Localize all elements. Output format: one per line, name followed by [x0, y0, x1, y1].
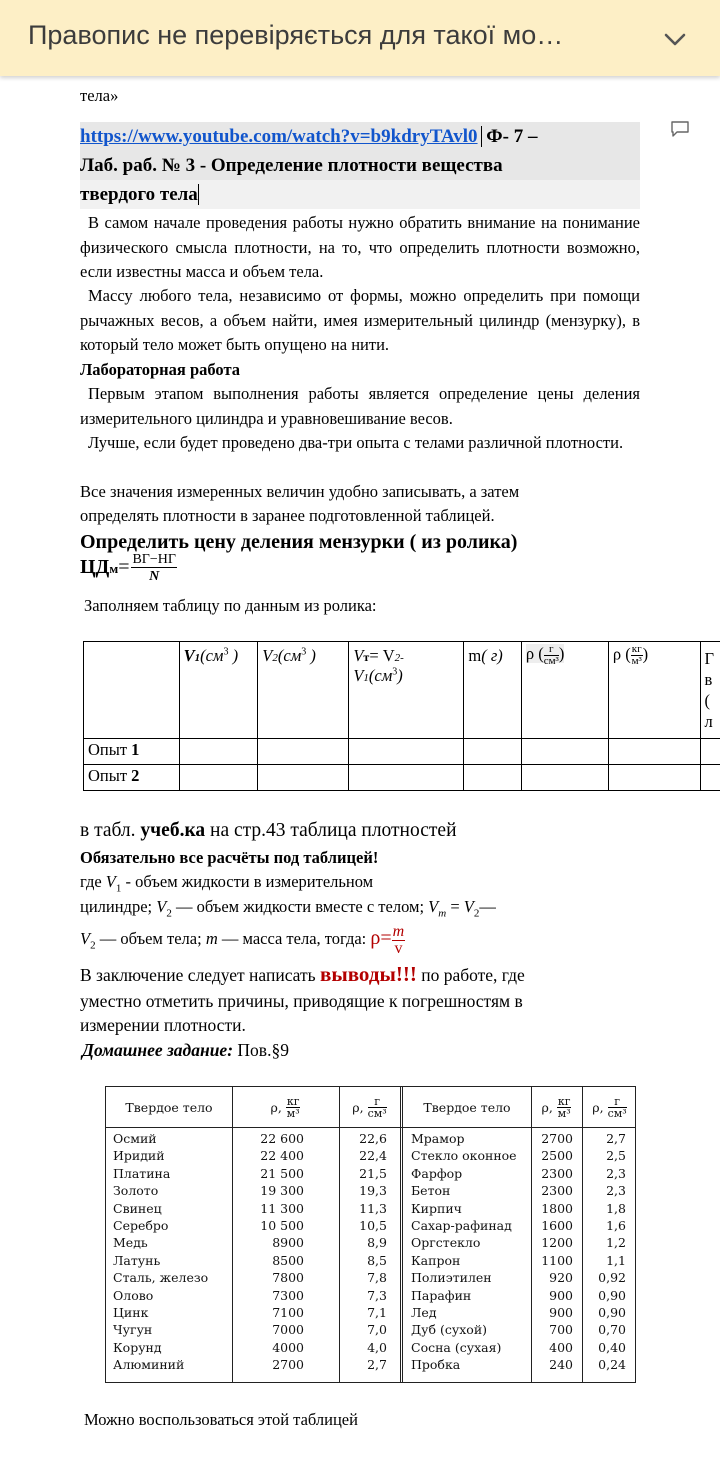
density-kg-value: 7100	[272, 1305, 304, 1320]
table-header-v2: $V2(см^3$ )	[258, 642, 349, 739]
density-substance: Мрамор	[411, 1131, 465, 1146]
conclusion-line3: измерении плотности.	[80, 1015, 246, 1035]
density-g-value: 7,1	[367, 1305, 387, 1320]
density-kg-value: 2300	[541, 1165, 573, 1181]
density-g-value: 2,7	[606, 1131, 626, 1146]
density-substance: Дуб (сухой)	[411, 1322, 488, 1338]
comment-icon[interactable]	[670, 120, 690, 138]
density-substance: Алюминий	[113, 1357, 185, 1373]
density-substance: Платина	[113, 1165, 171, 1181]
density-substance: Кирпич	[411, 1200, 462, 1216]
conclusion-line1: В заключение следует написать выводы!!! по работе, где	[80, 962, 525, 986]
density-g-value: 2,5	[606, 1148, 626, 1164]
spellcheck-banner[interactable]	[0, 0, 720, 76]
density-kg-value: 22 400	[260, 1148, 304, 1164]
conclusion-line2: уместно отметить причины, приводящие к погрешностям в	[80, 991, 523, 1011]
density-substance: Олово	[113, 1287, 154, 1303]
calc-note: Обязательно все расчёты под таблицей!	[80, 848, 379, 867]
density-substance: Чугун	[113, 1322, 153, 1338]
density-substance: Стекло оконное	[411, 1148, 517, 1164]
density-kg-value: 11 300	[260, 1200, 304, 1216]
table-row: Опыт 1	[84, 739, 720, 765]
paragraph-4: Лучше, если будет проведено два-три опыта с телами различной плотности.	[88, 433, 624, 452]
density-kg-value: 2300	[541, 1183, 573, 1199]
density-substance: Лед	[411, 1305, 437, 1320]
table-row: Опыт 2	[84, 765, 720, 791]
homework-line: Домашнее задание: Пов.§9	[82, 1040, 289, 1060]
density-g-value: 2,3	[606, 1183, 626, 1199]
scale-division-formula: ЦДм= $\frac{ВГ-НГ}{N}$	[80, 552, 176, 584]
density-substance: Сосна (сухая)	[411, 1339, 502, 1355]
density-g-value: 0,90	[598, 1305, 626, 1320]
lab-work-heading: Лабораторная работа	[80, 360, 240, 379]
density-kg-value: 400	[549, 1339, 573, 1355]
density-substance: Бетон	[411, 1183, 451, 1199]
density-kg-value: 21 500	[260, 1165, 304, 1181]
density-header-body-left: Твердое тело	[125, 1099, 213, 1115]
density-substance: Иридий	[113, 1148, 165, 1164]
density-g-value: 7,3	[367, 1287, 387, 1303]
density-substance: Полиэтилен	[411, 1270, 492, 1286]
link-suffix: Ф- 7 –	[486, 126, 538, 147]
density-kg-value: 1200	[541, 1235, 573, 1251]
density-g-value: 7,0	[367, 1322, 387, 1338]
density-header-kg-left: ρ, $\frac{кг}{\text{м³}}$	[270, 1094, 300, 1120]
density-g-value: 7,8	[367, 1270, 387, 1286]
lab-title-line2: твердого тела	[80, 184, 198, 205]
density-kg-value: 10 500	[260, 1218, 304, 1233]
density-g-value: 2,3	[606, 1165, 626, 1181]
density-g-value: 11,3	[359, 1200, 387, 1216]
chevron-down-icon[interactable]	[658, 24, 692, 54]
density-g-value: 1,2	[606, 1235, 626, 1251]
density-substance: Осмий	[113, 1131, 157, 1146]
density-kg-value: 900	[549, 1287, 573, 1303]
density-kg-value: 700	[549, 1322, 573, 1338]
density-g-value: 4,0	[367, 1339, 387, 1355]
where-line3: $V_2$ — объем тела; m — масса тела, тогда: ρ= $\frac{m}{v}$	[80, 922, 405, 957]
density-substance: Серебро	[113, 1218, 169, 1233]
density-header-body-right: Твердое тело	[423, 1099, 511, 1115]
paragraph-2: Массу любого тела, независимо от формы, можно определить при помощи рычажных весов, а объем найти, имея измерительный цилиндр (мензурку), в который тело может быть опущено на нити.	[80, 286, 640, 354]
measurement-table	[83, 641, 720, 791]
density-substance: Оргстекло	[411, 1235, 481, 1251]
density-kg-value: 900	[549, 1305, 573, 1320]
table-header-mass: m( г)	[464, 642, 521, 739]
density-kg-value: 1800	[541, 1200, 573, 1216]
density-g-value: 0,24	[598, 1357, 626, 1373]
footer-note: Можно воспользоваться этой таблицей	[84, 1410, 358, 1429]
table-header-vt: Vт= V2- $V1(см^3)$	[349, 642, 464, 739]
density-kg-value: 2500	[541, 1148, 573, 1164]
density-header-g-right: ρ, $\frac{г}{\text{см³}}$	[592, 1094, 627, 1120]
lab-title-line1: Лаб. раб. № 3 - Определение плотности вещества	[80, 155, 503, 176]
table-header-v1: $V1(см^3$ )	[179, 642, 258, 739]
density-kg-value: 22 600	[260, 1131, 304, 1146]
density-kg-value: 1100	[541, 1252, 573, 1268]
density-kg-value: 8900	[272, 1235, 304, 1251]
density-g-value: 1,1	[606, 1252, 626, 1268]
textbook-reference: в табл. учеб.ка на стр.43 таблица плотностей	[80, 820, 457, 841]
youtube-link[interactable]: https://www.youtube.com/watch?v=b9kdryTAvl0	[80, 126, 478, 147]
density-kg-value: 920	[549, 1270, 573, 1286]
density-kg-value: 7300	[272, 1287, 304, 1303]
paragraph-5-line1: Все значения измеренных величин удобно записывать, а затем	[80, 482, 520, 501]
table-header-rho-g: ρ ( $\frac{г}{\text{см³}}$ )	[521, 642, 608, 739]
density-g-value: 8,5	[367, 1252, 387, 1268]
density-substance: Латунь	[113, 1252, 161, 1268]
density-substance: Корунд	[113, 1339, 162, 1355]
density-table-image	[105, 1086, 636, 1383]
density-substance: Медь	[113, 1235, 148, 1251]
link-heading	[80, 122, 640, 209]
density-g-value: 0,40	[598, 1339, 626, 1355]
density-g-value: 22,6	[359, 1131, 387, 1146]
density-substance: Сахар-рафинад	[411, 1218, 512, 1233]
density-g-value: 1,6	[606, 1218, 626, 1233]
text-fragment: тела»	[80, 86, 119, 105]
density-substance: Свинец	[113, 1200, 162, 1216]
density-g-value: 0,92	[598, 1270, 626, 1286]
density-kg-value: 7000	[272, 1322, 304, 1338]
spellcheck-banner-text: Правопис не перевіряється для такої мо…	[28, 20, 564, 50]
density-kg-value: 2700	[272, 1357, 304, 1373]
density-kg-value: 4000	[272, 1339, 304, 1355]
density-g-value: 19,3	[359, 1183, 387, 1199]
density-substance: Фарфор	[411, 1165, 463, 1181]
table-header-rho-kg: ρ ( $\frac{кг}{\text{м³}}$ )	[608, 642, 700, 739]
density-g-value: 22,4	[359, 1148, 387, 1164]
density-g-value: 1,8	[606, 1200, 626, 1216]
paragraph-5-line2: определять плотности в заранее подготовленной таблицей.	[80, 506, 495, 525]
density-g-value: 2,7	[367, 1357, 387, 1373]
table-header-empty	[84, 642, 180, 739]
density-g-value: 0,70	[598, 1322, 626, 1338]
table-header-cutoff: Г в ( л	[700, 642, 720, 739]
density-g-value: 10,5	[359, 1218, 387, 1233]
density-substance: Парафин	[411, 1287, 472, 1303]
paragraph-1: В самом начале проведения работы нужно обратить внимание на понимание физического смысла плотности, на то, что определить плотности возможно, если известны масса и объем тела.	[80, 213, 640, 281]
density-substance: Цинк	[113, 1305, 149, 1320]
density-kg-value: 2700	[541, 1131, 573, 1146]
density-header-kg-right: ρ, $\frac{кг}{\text{м³}}$	[541, 1094, 571, 1120]
density-kg-value: 19 300	[260, 1183, 304, 1199]
density-substance: Сталь, железо	[113, 1270, 209, 1286]
density-header-g-left: ρ, $\frac{г}{\text{см³}}$	[352, 1094, 387, 1120]
paragraph-3: Первым этапом выполнения работы является определение цены деления измерительного цилиндра и уравновешивание весов.	[80, 384, 640, 428]
density-kg-value: 1600	[541, 1218, 573, 1233]
density-g-value: 8,9	[367, 1235, 387, 1251]
section-heading: Определить цену деления мензурки ( из ролика)	[80, 531, 518, 553]
where-line2: цилиндре; $V_2$ — объем жидкости вместе с телом; $V_m$ = $V_2—$	[80, 897, 496, 920]
density-substance: Капрон	[411, 1252, 461, 1268]
density-g-value: 0,90	[598, 1287, 626, 1303]
density-substance: Золото	[113, 1183, 159, 1199]
density-kg-value: 8500	[272, 1252, 304, 1268]
density-kg-value: 240	[549, 1357, 573, 1373]
density-g-value: 21,5	[359, 1165, 387, 1181]
density-kg-value: 7800	[272, 1270, 304, 1286]
fill-table-note: Заполняем таблицу по данным из ролика:	[84, 596, 377, 615]
where-line1: где $V_1$ - объем жидкости в измерительном	[80, 872, 374, 895]
density-substance: Пробка	[411, 1357, 461, 1373]
